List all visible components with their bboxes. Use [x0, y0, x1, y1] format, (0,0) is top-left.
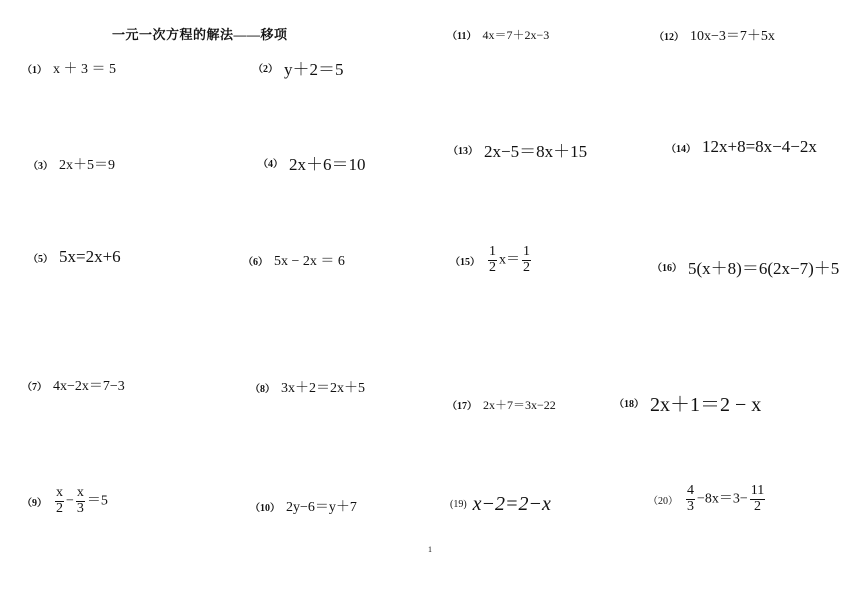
- problem-5: [28, 247, 121, 267]
- equation: 10x−3＝7＋5x: [690, 29, 775, 44]
- problem-7: [22, 375, 125, 395]
- problem-number: （14）: [666, 143, 696, 155]
- equation: 12x+8=8x−4−2x: [702, 137, 817, 156]
- equation: 5(x＋8)＝6(2x−7)＋5: [688, 259, 840, 278]
- equation: 2x−5＝8x＋15: [484, 142, 588, 161]
- page-number: 1: [428, 545, 432, 554]
- fraction: [488, 245, 497, 275]
- middle-term: x＝: [499, 252, 520, 268]
- problem-9: [22, 486, 108, 516]
- problem-17: [447, 396, 556, 413]
- equation: 2y−6＝y＋7: [286, 500, 357, 515]
- equation: 2x＋1＝2 − x: [650, 394, 762, 416]
- denominator: 3: [687, 498, 694, 514]
- denominator: 3: [76, 500, 84, 516]
- equation: 2x＋6＝10: [289, 155, 366, 174]
- problem-number: （6）: [243, 256, 268, 268]
- rhs: ＝5: [86, 493, 108, 509]
- middle-term: −8x＝3−: [697, 491, 748, 507]
- equation: 2x＋5＝9: [59, 158, 115, 173]
- denominator: 2: [56, 500, 63, 516]
- problem-15: [450, 245, 533, 275]
- problem-number: （5）: [28, 253, 53, 265]
- problem-11: [447, 26, 549, 43]
- equation: 2x＋7＝3x−22: [483, 398, 556, 412]
- denominator: 2: [754, 498, 762, 514]
- operator: −: [66, 493, 74, 509]
- problem-13: [448, 137, 587, 162]
- problem-number: （2）: [253, 64, 278, 75]
- problem-number: （12）: [654, 31, 684, 43]
- problem-number: （3）: [28, 160, 53, 172]
- equation: [684, 484, 767, 514]
- problem-3: [28, 154, 115, 174]
- equation: 5x=2x+6: [59, 247, 121, 266]
- problem-4: [258, 150, 366, 175]
- fraction: [55, 486, 64, 516]
- equation: x−2=2−x: [472, 493, 551, 515]
- problem-number: （16）: [652, 263, 682, 274]
- numerator: x: [56, 485, 63, 500]
- fraction: [76, 486, 85, 516]
- problem-number: （10）: [250, 502, 280, 514]
- problem-number: （1）: [22, 64, 47, 76]
- problem-8: [250, 377, 365, 397]
- problem-number: （13）: [448, 146, 478, 157]
- problem-number: (19): [450, 499, 467, 510]
- equation: 3x＋2＝2x＋5: [281, 381, 365, 396]
- problem-number: （4）: [258, 159, 283, 170]
- problem-number: （15）: [450, 256, 480, 268]
- denominator: 2: [523, 259, 530, 275]
- fraction: [522, 245, 531, 275]
- numerator: 1: [489, 244, 496, 259]
- equation: 4x−2x＝7−3: [53, 379, 125, 394]
- problem-number: （17）: [447, 401, 477, 412]
- denominator: 2: [489, 259, 496, 275]
- equation: [53, 486, 108, 516]
- equation: x ＋ 3 ＝ 5: [53, 62, 116, 77]
- equation: 4x＝7＋2x−3: [482, 28, 550, 42]
- problem-number: （8）: [250, 383, 275, 395]
- equation: y＋2＝5: [284, 60, 344, 79]
- problem-6: [243, 250, 345, 270]
- problem-10: [250, 496, 357, 516]
- problem-18: [614, 388, 761, 417]
- problem-20: [648, 484, 767, 514]
- equation: [486, 245, 533, 275]
- problem-number: （18）: [614, 399, 644, 410]
- problem-number: （9）: [22, 497, 47, 509]
- problem-2: [253, 55, 344, 80]
- equation: 5x − 2x ＝ 6: [274, 254, 345, 269]
- problem-14: [666, 137, 817, 157]
- problem-1: [22, 58, 116, 78]
- problem-number: （7）: [22, 381, 47, 393]
- problem-19: [450, 493, 551, 516]
- fraction: [750, 484, 765, 514]
- numerator: 11: [750, 483, 765, 498]
- numerator: 1: [523, 244, 530, 259]
- numerator: 4: [687, 483, 694, 498]
- problem-16: [652, 254, 839, 279]
- problem-number: （11）: [447, 31, 477, 42]
- numerator: x: [76, 485, 84, 500]
- problem-number: （20）: [648, 495, 678, 507]
- fraction: [686, 484, 695, 514]
- worksheet-title: 一元一次方程的解法——移项: [112, 27, 288, 42]
- problem-12: [654, 25, 775, 45]
